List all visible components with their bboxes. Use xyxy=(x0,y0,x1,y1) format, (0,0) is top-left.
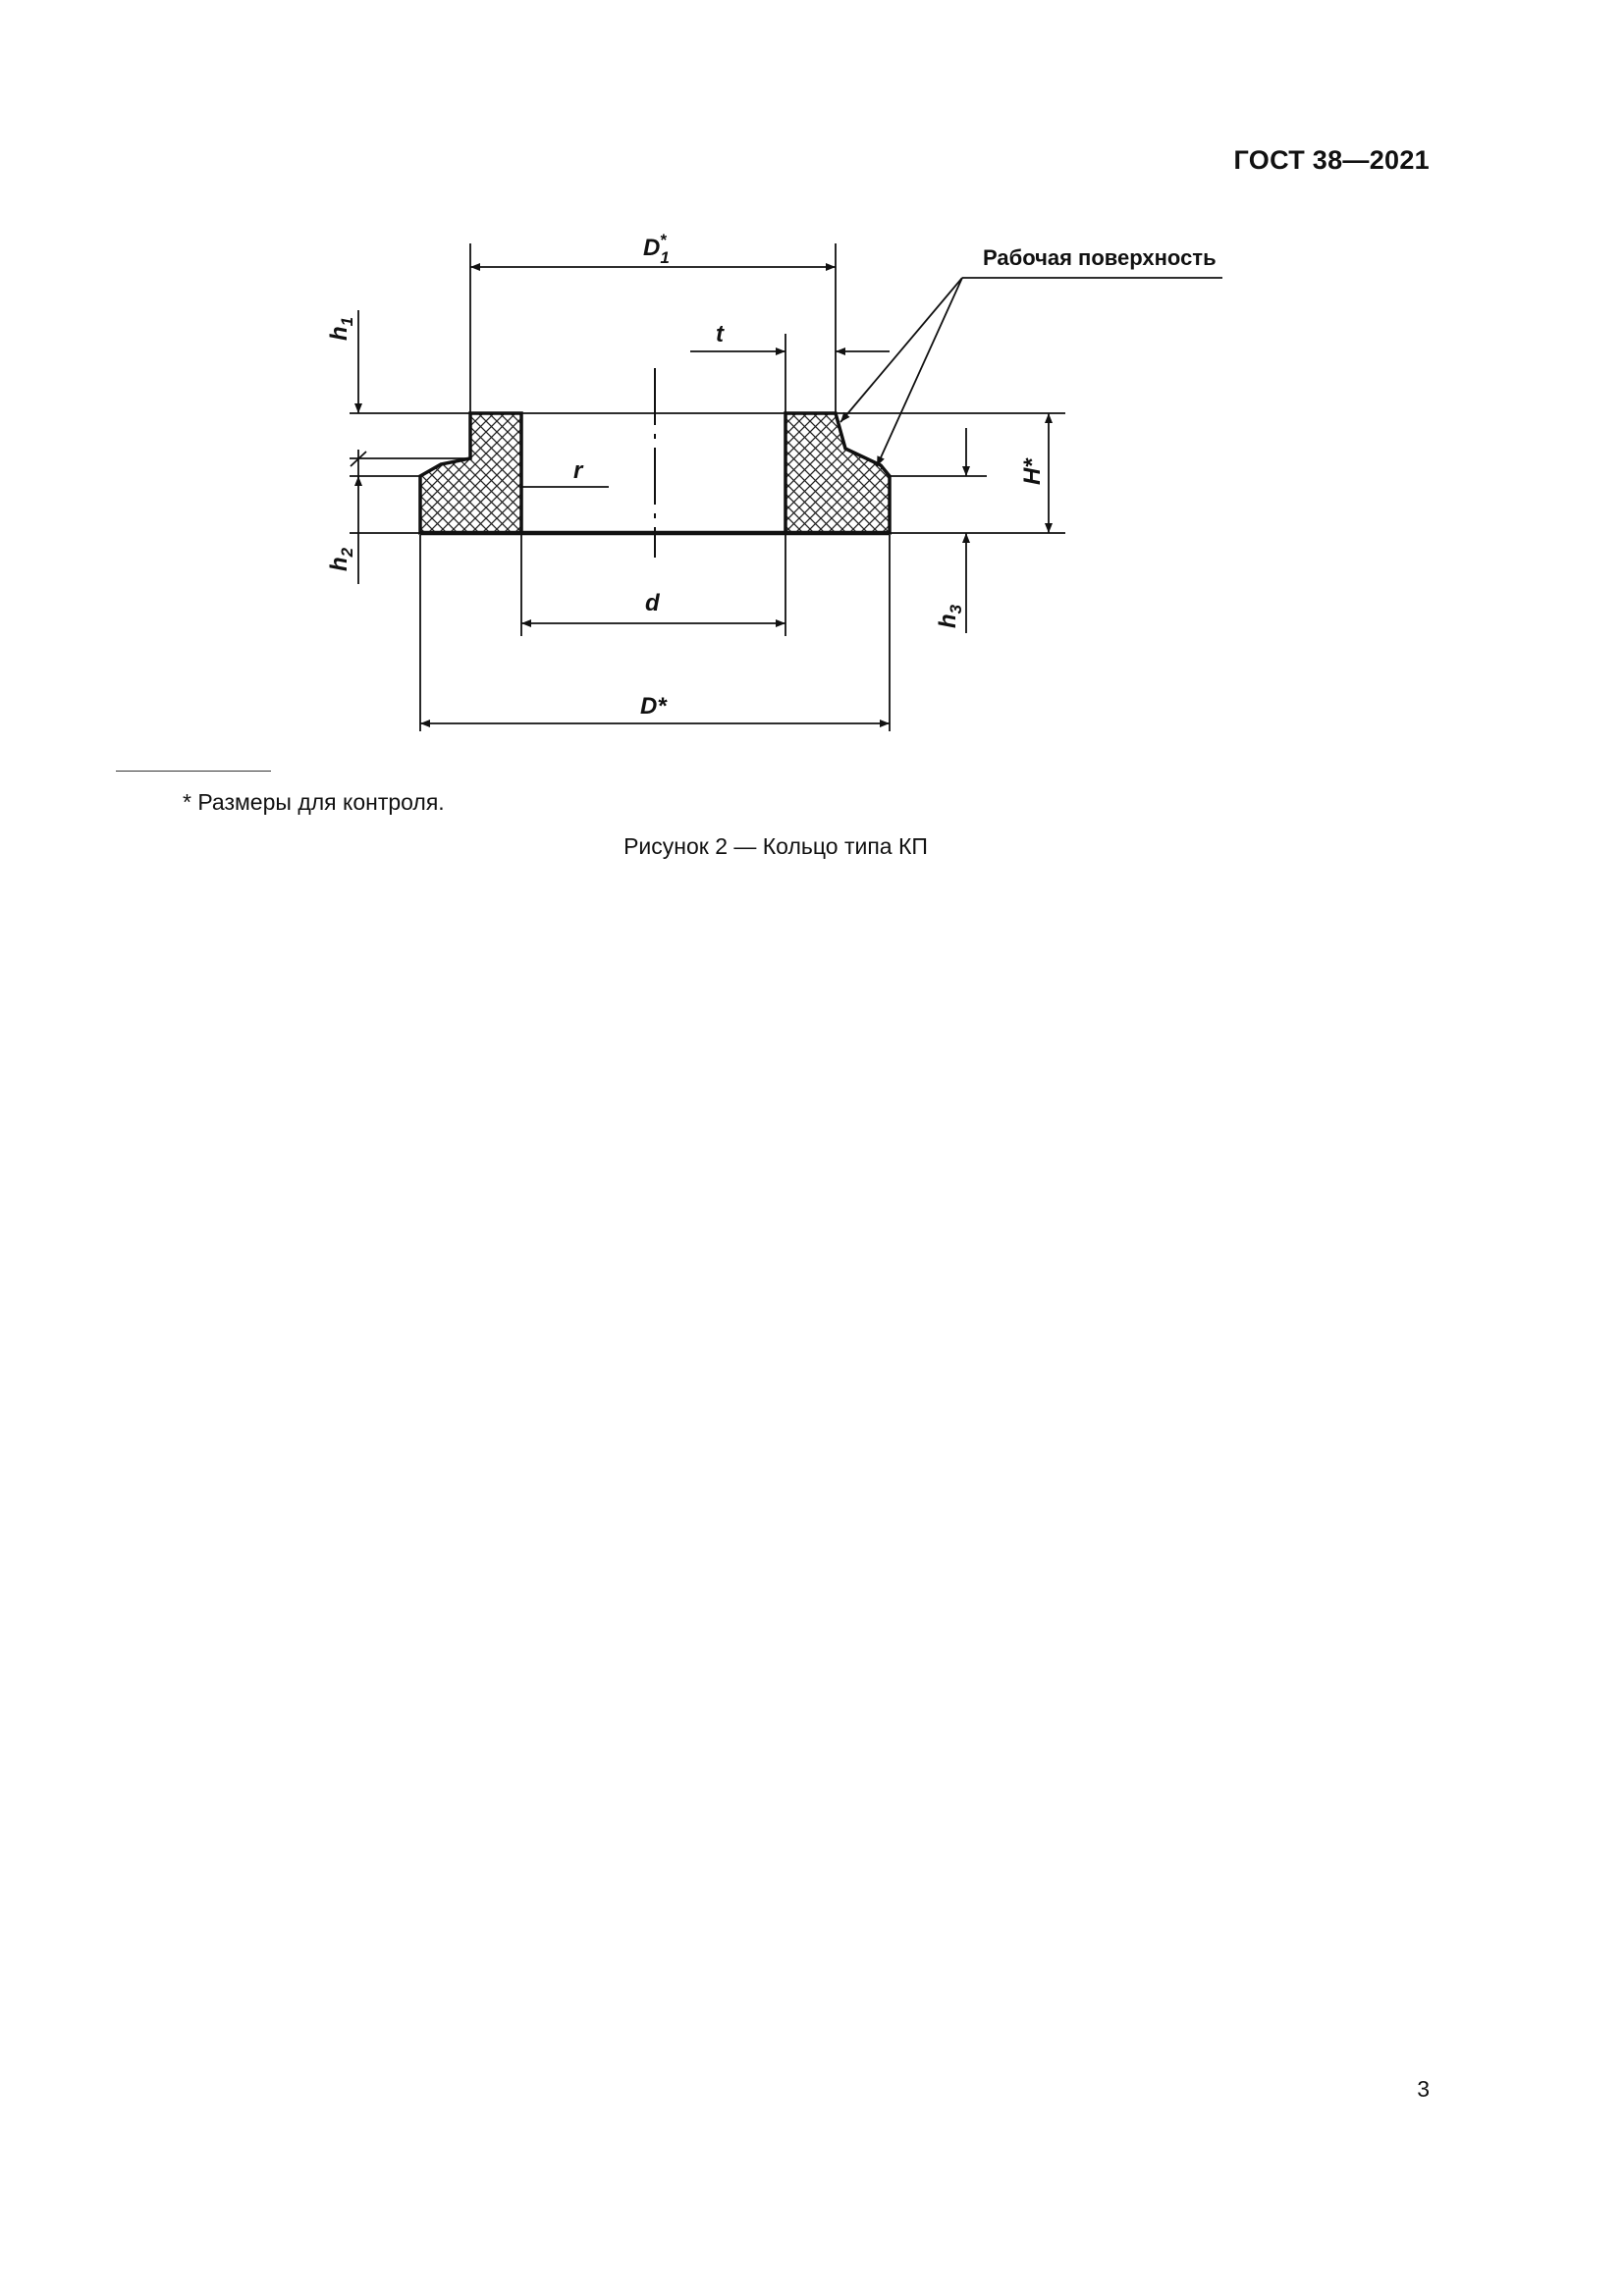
right-section xyxy=(785,413,890,533)
label-h3: $h_3$ xyxy=(935,604,965,628)
standard-header: ГОСТ 38—2021 xyxy=(1233,145,1430,175)
leader-2 xyxy=(877,278,962,466)
ring-drawing xyxy=(0,0,1624,785)
left-section xyxy=(420,413,521,533)
label-H: H* xyxy=(1019,458,1046,485)
footnote: * Размеры для контроля. xyxy=(183,789,445,815)
label-d: d xyxy=(645,590,660,616)
label-D: D* xyxy=(640,693,667,720)
page-number: 3 xyxy=(1417,2076,1430,2102)
label-h1: $h_1$ xyxy=(326,316,356,341)
figure-caption: Рисунок 2 — Кольцо типа КП xyxy=(623,833,928,859)
label-r: r xyxy=(573,457,583,484)
label-D1: $D_1*$ xyxy=(643,231,670,267)
label-working-surface: Рабочая поверхность xyxy=(983,245,1217,270)
leader-1 xyxy=(840,278,962,422)
label-h2: $h_2$ xyxy=(326,547,356,571)
label-t: t xyxy=(716,321,724,347)
footnote-divider xyxy=(116,771,271,772)
